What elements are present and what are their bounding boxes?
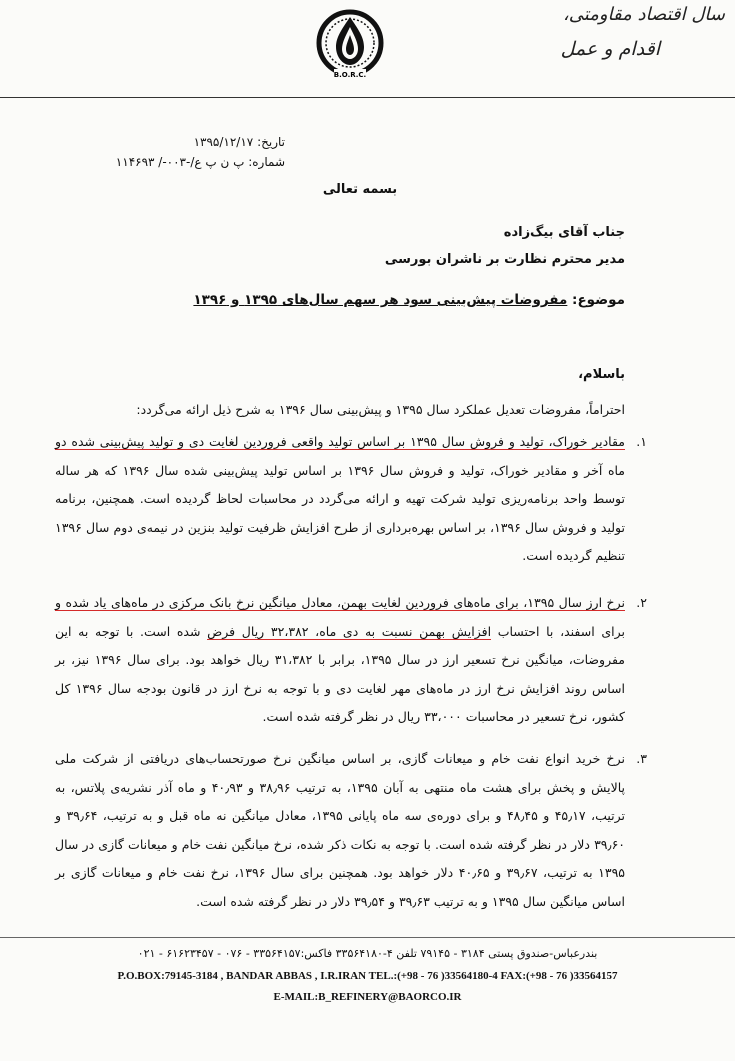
footer-email: E-MAIL:B_REFINERY@BAORCO.IR [273, 991, 462, 1003]
handwritten-note-action: اقدام و عمل [560, 38, 660, 60]
highlighted-text: نرخ ارز سال ۱۳۹۵، برای ماه‌های فروردین لغایت بهمن، معادل میانگین نرخ بانک مرکزی در ماه‌های یاد شده و [55, 595, 625, 610]
item-text: شده است. با توجه به این مفروضات، میانگین نرخ تسعیر ارز در سال ۱۳۹۵، برابر با ۳۱،۳۸۲ ریال خواهد بود. برای سال ۱۳۹۶ نیز، بر اساس روند افزایش نرخ ارز در ماه‌های مهر لغایت دی و با توجه به نرخ ارز در قانون بودجه سال ۱۳۹۶ کل کشور، نرخ تسعیر در محاسبات ۳۳،۰۰۰ ریال در نظر گرفته شده است. [55, 623, 625, 724]
number-line [95, 152, 285, 172]
handwritten-note-year-slogan: سال اقتصاد مقاومتی، [562, 4, 725, 25]
highlighted-text: مقادیر خوراک، تولید و فروش سال ۱۳۹۵ بر اساس تولید واقعی فروردین لغایت دی و تولید پیش‌بینی شده دو [55, 434, 625, 449]
item-number: ۱. [636, 434, 647, 449]
list-item [55, 428, 647, 571]
list-item [55, 589, 647, 732]
item-text: ماه آخر و مقادیر خوراک، تولید و فروش سال ۱۳۹۶ بر اساس تولید پیش‌بینی شده سال ۱۳۹۶ که هر ساله توسط واحد برنامه‌ریزی تولید شرکت تهیه و ارائه می‌گردد در محاسبات لحاظ گردیده است. همچنین، برنامه تولید و فروش سال ۱۳۹۶، بر اساس بهره‌برداری از طرح افزایش ظرفیت تولید بنزین در نیمه‌ی دوم سال ۱۳۹۶ تنظیم گردیده است. [55, 462, 625, 563]
header-divider [0, 97, 735, 98]
item-text: برای اسفند، با احتساب [497, 623, 626, 639]
date-label: تاریخ: [257, 135, 285, 149]
number-label: شماره: [248, 155, 285, 169]
letter-meta [95, 132, 285, 172]
company-logo [312, 5, 388, 85]
number-value: پ ن پ ع/-۰۰۳-/ ۱۱۴۶۹۳ [115, 155, 245, 169]
footer-divider [0, 937, 735, 938]
bismillah-heading: بسمه تعالی [322, 182, 398, 197]
date-value: ۱۳۹۵/۱۲/۱۷ [193, 135, 254, 149]
date-line [95, 132, 285, 152]
list-item [55, 745, 647, 916]
subject-line [193, 292, 625, 308]
item-text: نرخ خرید انواع نفت خام و میعانات گازی، بر اساس میانگین نرخ صورتحساب‌های دریافتی از شرکت ملی پالایش و پخش برای هشت ماه منتهی به آبان ۱۳۹۵، به ترتیب ۳۸٫۹۶ و ۴۰٫۹۳ و ماه آذر نشریه‌ی پلاتس، به ترتیب، ۴۵٫۱۷ و ۴۸٫۴۵ و برای دوره‌ی سه ماه پایانی ۱۳۹۵، معادل میانگین نه ماه قبل و به ترتیب، ۳۹٫۶۴ و ۳۹٫۶۰ دلار در نظر گرفته شده است. با توجه به نکات ذکر شده، نرخ میانگین نفت خام و میعانات گازی در سال ۱۳۹۵ به ترتیب، ۳۹٫۶۷ و ۴۰٫۶۵ دلار خواهد بود. همچنین برای سال ۱۳۹۶، نرخ نفت خام و میعانات گازی بر اساس میانگین سال ۱۳۹۵ و به ترتیب ۳۹٫۶۳ و ۳۹٫۵۴ دلار در نظر گرفته شده است. [55, 751, 626, 909]
subject-label: موضوع: [572, 292, 625, 308]
logo-text: B.O.R.C. [333, 71, 367, 79]
item-number: ۲. [636, 595, 647, 610]
footer-address-english: P.O.BOX:79145-3184 , BANDAR ABBAS , I.R.IRAN TEL.:(+98 - 76 )33564180-4 FAX:(+98 - 76 )33564157 [117, 970, 618, 982]
intro-paragraph: احتراماً، مفروضات تعدیل عملکرد سال ۱۳۹۵ و پیش‌بینی سال ۱۳۹۶ به شرح ذیل ارائه می‌گردد: [136, 402, 625, 417]
footer-address-persian: بندرعباس-صندوق پستی ۳۱۸۴ - ۷۹۱۴۵ تلفن ۴-۳۳۵۶۴۱۸۰ فاکس:۳۳۵۶۴۱۵۷ - ۰۷۶ - ۶۱۶۲۳۴۵۷ - ۰۲۱ [137, 947, 598, 960]
greeting: باسلام، [578, 367, 625, 382]
subject-text: مفروضات پیش‌بینی سود هر سهم سال‌های ۱۳۹۵ و ۱۳۹۶ [193, 292, 568, 308]
highlighted-text: افزایش بهمن نسبت به دی ماه، ۳۲،۳۸۲ ریال فرض [207, 623, 492, 639]
recipient-title: مدیر محترم نظارت بر ناشران بورسی [384, 252, 625, 267]
recipient-name: جناب آقای بیگ‌زاده [503, 225, 625, 240]
item-number: ۳. [636, 751, 647, 766]
